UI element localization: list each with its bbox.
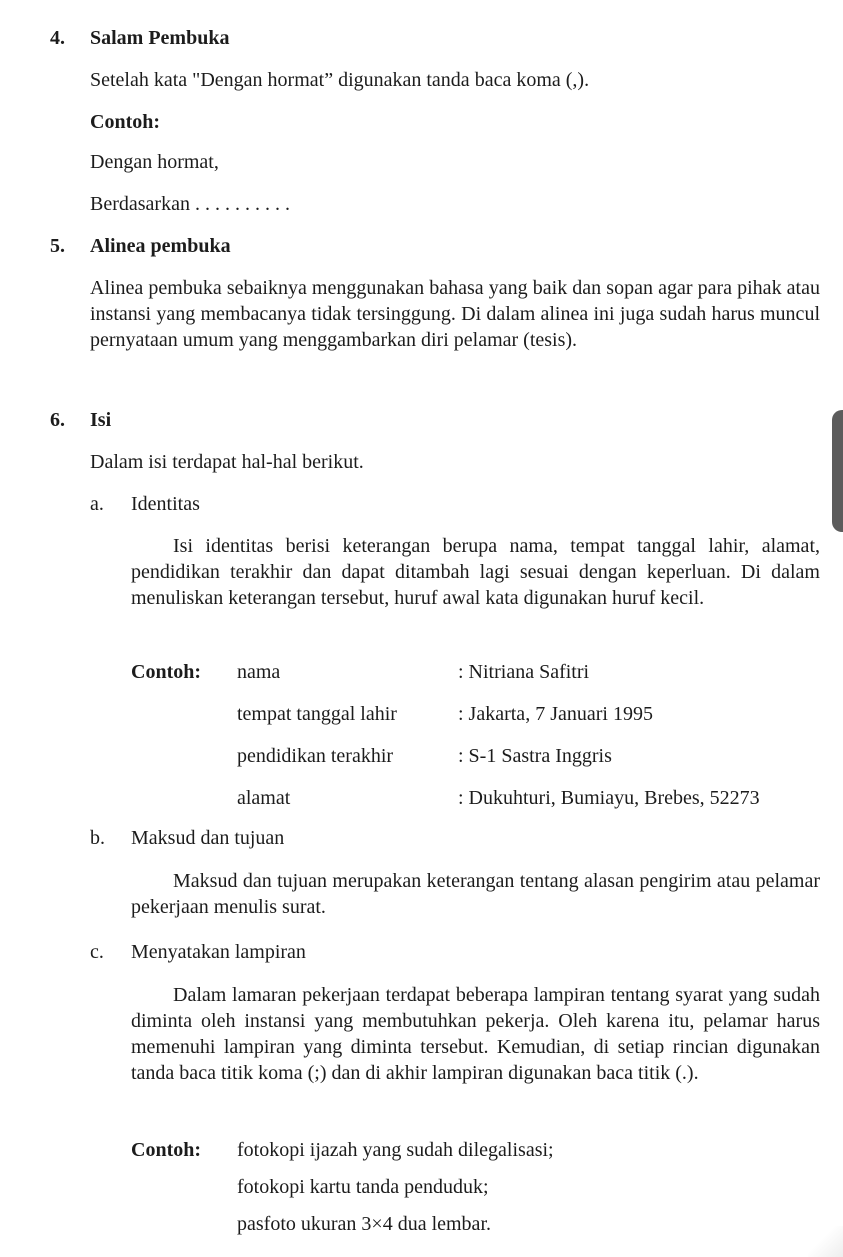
section-6-number: 6. — [50, 409, 65, 431]
identity-value: : Dukuhturi, Bumiayu, Brebes, 52273 — [458, 787, 760, 809]
identity-value: : Jakarta, 7 Januari 1995 — [458, 703, 653, 725]
identity-value: : Nitriana Safitri — [458, 661, 590, 683]
section-5-number: 5. — [50, 235, 65, 257]
subsection-b-letter: b. — [90, 827, 105, 849]
subsection-a-title: Identitas — [131, 493, 200, 515]
attachment-item: fotokopi ijazah yang sudah dilegalisasi; — [237, 1139, 554, 1161]
section-4-example-line-1: Dengan hormat, — [90, 151, 219, 173]
section-5-title: Alinea pembuka — [90, 235, 231, 257]
section-4-title: Salam Pembuka — [90, 27, 230, 49]
subsection-b-paragraph: Maksud dan tujuan merupakan keterangan tentang alasan pengirim atau pelamar pekerjaan menulis surat. — [131, 870, 820, 918]
identity-example-label: Contoh: — [131, 661, 202, 683]
subsection-b-title: Maksud dan tujuan — [131, 827, 285, 849]
section-4-text: Setelah kata "Dengan hormat” digunakan tanda baca koma (,). — [90, 69, 590, 91]
page-corner-shadow — [808, 1226, 843, 1257]
attachment-item: fotokopi kartu tanda penduduk; — [237, 1176, 489, 1198]
scrollbar-handle[interactable] — [832, 410, 843, 532]
subsection-c-title: Menyatakan lampiran — [131, 941, 306, 963]
identity-key: tempat tanggal lahir — [237, 703, 397, 725]
identity-key: nama — [237, 661, 281, 683]
attachment-item: pasfoto ukuran 3×4 dua lembar. — [237, 1213, 491, 1235]
identity-key: alamat — [237, 787, 291, 809]
subsection-c-paragraph: Dalam lamaran pekerjaan terdapat beberapa lampiran tentang syarat yang sudah diminta oleh instansi yang membutuhkan pekerja. Oleh karena itu, pelamar harus memenuhi lampiran yang diminta tersebut. Kemudian, di setiap rincian digunakan tanda baca titik koma (;) dan di akhir lampiran digunakan baca titik (.). — [131, 984, 820, 1084]
section-6-intro: Dalam isi terdapat hal-hal berikut. — [90, 451, 364, 473]
section-4-example-label: Contoh: — [90, 111, 161, 133]
section-5-paragraph: Alinea pembuka sebaiknya menggunakan bahasa yang baik dan sopan agar para pihak atau instansi yang membacanya tidak tersinggung. Di dalam alinea ini juga sudah harus muncul pernyataan umum yang menggambarkan diri pelamar (tesis). — [90, 277, 820, 351]
section-4-example-line-2: Berdasarkan . . . . . . . . . . — [90, 193, 290, 215]
section-6-title: Isi — [90, 409, 112, 431]
attachment-example-label: Contoh: — [131, 1139, 202, 1161]
identity-key: pendidikan terakhir — [237, 745, 394, 767]
subsection-c-letter: c. — [90, 941, 104, 963]
subsection-a-letter: a. — [90, 493, 104, 515]
subsection-a-paragraph: Isi identitas berisi keterangan berupa nama, tempat tanggal lahir, alamat, pendidikan terakhir dan dapat ditambah lagi sesuai dengan keperluan. Di dalam menuliskan keterangan tersebut, huruf awal kata digunakan huruf kecil. — [131, 535, 820, 609]
section-4-number: 4. — [50, 27, 65, 49]
identity-value: : S-1 Sastra Inggris — [458, 745, 612, 767]
